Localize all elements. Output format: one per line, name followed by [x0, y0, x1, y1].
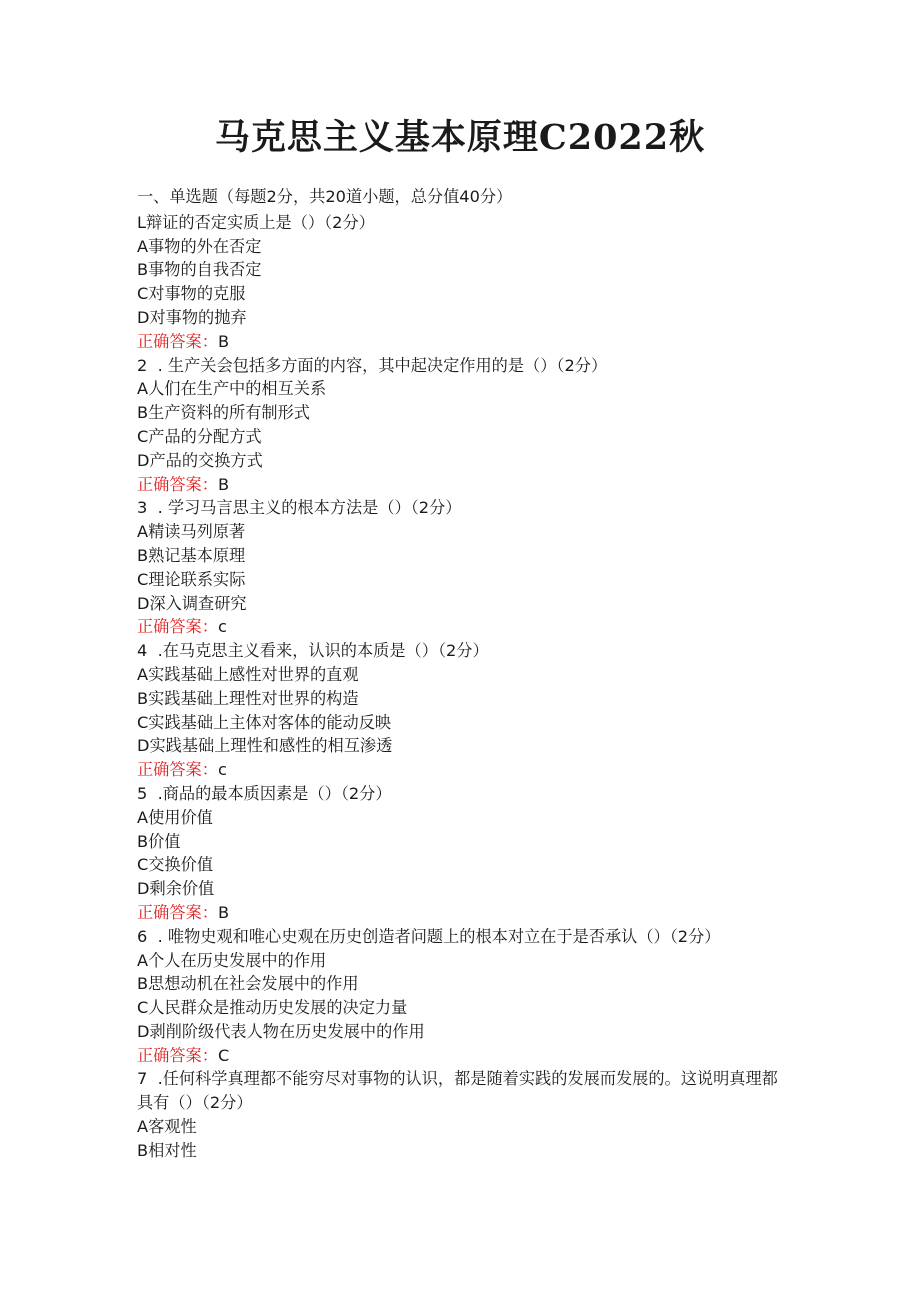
correct-answer: [137, 901, 787, 925]
question-text: 6 . 唯物史观和唯心史观在历史创造者问题上的根本对立在于是否承认（）（2分）: [137, 926, 721, 946]
option-d: D对事物的抛弃: [137, 307, 247, 327]
question-1: [137, 211, 787, 354]
question-text: 4 .在马克思主义看来，认识的本质是（）（2分）: [137, 641, 489, 661]
question-text: 2 . 生产关会包括多方面的内容，其中起决定作用的是（）（2分）: [137, 355, 608, 375]
question-3: [137, 496, 787, 639]
answer-value: C: [217, 1045, 230, 1065]
question-text: 3 . 学习马言思主义的根本方法是（）（2分）: [137, 498, 462, 518]
option-b: B相对性: [137, 1140, 197, 1160]
question-2: [137, 354, 787, 497]
correct-answer: [137, 615, 787, 639]
option-b: B价值: [137, 831, 181, 851]
correct-answer: [137, 1044, 787, 1068]
answer-label: 正确答案：: [137, 1045, 218, 1065]
answer-label: 正确答案：: [137, 474, 218, 494]
option-a: A使用价值: [137, 807, 213, 827]
option-b: B生产资料的所有制形式: [137, 403, 310, 423]
answer-label: 正确答案：: [137, 331, 218, 351]
option-d: D剥削阶级代表人物在历史发展中的作用: [137, 1021, 425, 1041]
answer-value: c: [217, 760, 227, 780]
answer-value: c: [217, 617, 227, 637]
option-c: C理论联系实际: [137, 569, 246, 589]
option-d: D深入调查研究: [137, 593, 247, 613]
answer-label: 正确答案：: [137, 902, 218, 922]
option-a: A事物的外在否定: [137, 236, 262, 256]
correct-answer: [137, 473, 787, 497]
option-c: C对事物的克服: [137, 284, 246, 304]
option-a: A客观性: [137, 1117, 197, 1137]
option-d: D产品的交换方式: [137, 450, 263, 470]
question-4: [137, 639, 787, 782]
option-c: C交换价值: [137, 855, 214, 875]
question-6: [137, 925, 787, 1068]
answer-value: B: [217, 331, 230, 351]
question-text: 5 .商品的最本质因素是（）（2分）: [137, 783, 392, 803]
document-title: 马克思主义基本原理C2022秋: [214, 117, 706, 158]
answer-value: B: [217, 902, 230, 922]
question-text: L辩证的否定实质上是（）（2分）: [137, 212, 375, 232]
correct-answer: [137, 758, 787, 782]
option-c: C产品的分配方式: [137, 426, 262, 446]
answer-label: 正确答案：: [137, 617, 218, 637]
option-a: A个人在历史发展中的作用: [137, 950, 327, 970]
question-text: 7 .任何科学真理都不能穷尽对事物的认识，都是随着实践的发展而发展的。这说明真理都具有（）（2分）: [137, 1069, 778, 1113]
option-a: A人们在生产中的相互关系: [137, 379, 327, 399]
answer-label: 正确答案：: [137, 760, 218, 780]
option-c: C人民群众是推动历史发展的决定力量: [137, 998, 408, 1018]
option-d: D剩余价值: [137, 879, 215, 899]
correct-answer: [137, 330, 787, 354]
option-b: B事物的自我否定: [137, 260, 262, 280]
option-c: C实践基础上主体对客体的能动反映: [137, 712, 392, 732]
section-header: 一、单选题（每题2分，共20道小题，总分值40分）: [137, 187, 513, 206]
option-b: B实践基础上理性对世界的构造: [137, 688, 359, 708]
option-b: B熟记基本原理: [137, 545, 246, 565]
option-a: A实践基础上感性对世界的直观: [137, 664, 359, 684]
question-5: [137, 782, 787, 925]
option-a: A精读马列原著: [137, 522, 246, 542]
option-d: D实践基础上理性和感性的相互渗透: [137, 736, 393, 756]
option-b: B思想动机在社会发展中的作用: [137, 974, 359, 994]
exam-content: [137, 185, 787, 1163]
question-7: [137, 1067, 787, 1162]
answer-value: B: [217, 474, 230, 494]
